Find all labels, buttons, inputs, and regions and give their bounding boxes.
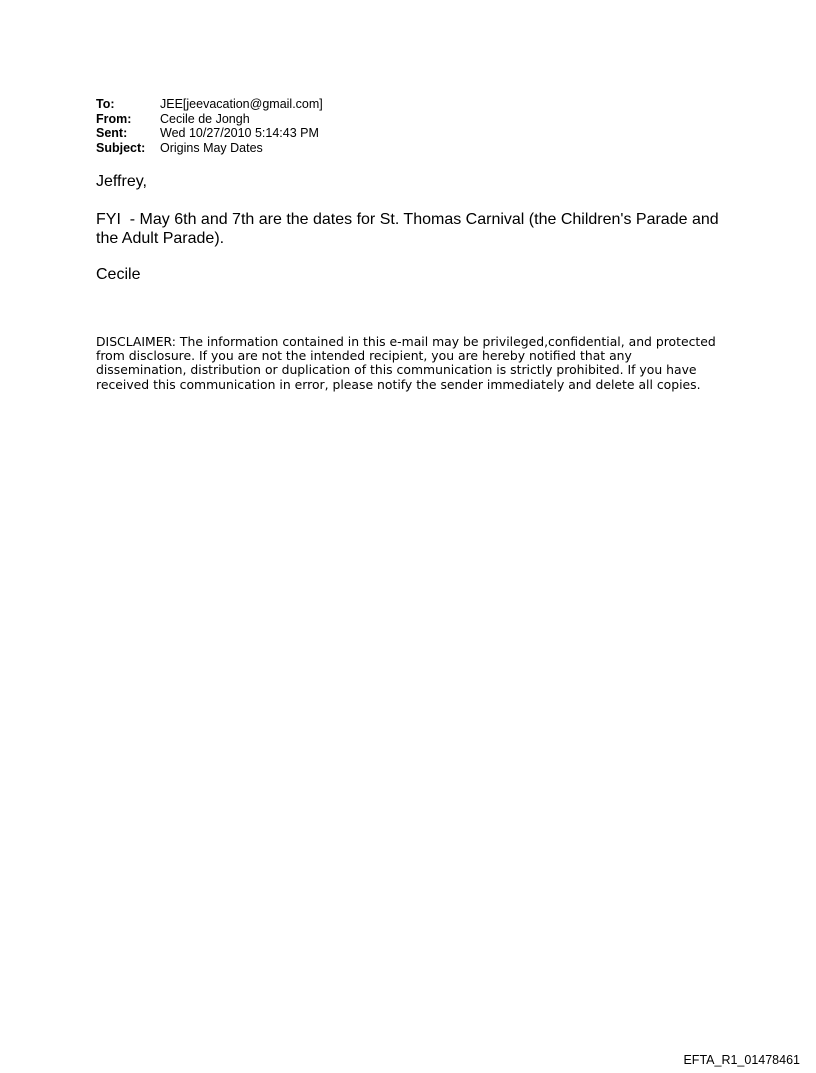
disclaimer-text: DISCLAIMER: The information contained in this e-mail may be privileged,confidential, and protected from disclosure. If you are not the intended recipient, you are hereby notified that any dissemination, distribution or duplication of this communication is strictly prohibited. If you have received this communication in error, please notify the sender immediately and delete all copies. bbox=[96, 334, 716, 392]
header-subject-row bbox=[96, 141, 323, 156]
header-sent-row bbox=[96, 126, 323, 141]
from-label: From: bbox=[96, 111, 132, 126]
bates-number: EFTA_R1_01478461 bbox=[683, 1053, 800, 1067]
email-signoff: Cecile bbox=[96, 266, 141, 283]
header-from-row bbox=[96, 112, 323, 127]
sent-label: Sent: bbox=[96, 126, 128, 140]
email-header bbox=[96, 97, 323, 155]
subject-label: Subject: bbox=[96, 140, 146, 155]
header-to-row bbox=[96, 97, 323, 112]
subject-value: Origins May Dates bbox=[160, 140, 263, 155]
sent-value: Wed 10/27/2010 5:14:43 PM bbox=[160, 126, 319, 140]
to-value: JEE[jeevacation@gmail.com] bbox=[160, 97, 323, 111]
email-greeting: Jeffrey, bbox=[96, 173, 147, 190]
to-label: To: bbox=[96, 97, 115, 111]
email-body: FYI - May 6th and 7th are the dates for St. Thomas Carnival (the Children's Parade and the Adult Parade). bbox=[96, 211, 724, 247]
from-value: Cecile de Jongh bbox=[160, 111, 250, 126]
